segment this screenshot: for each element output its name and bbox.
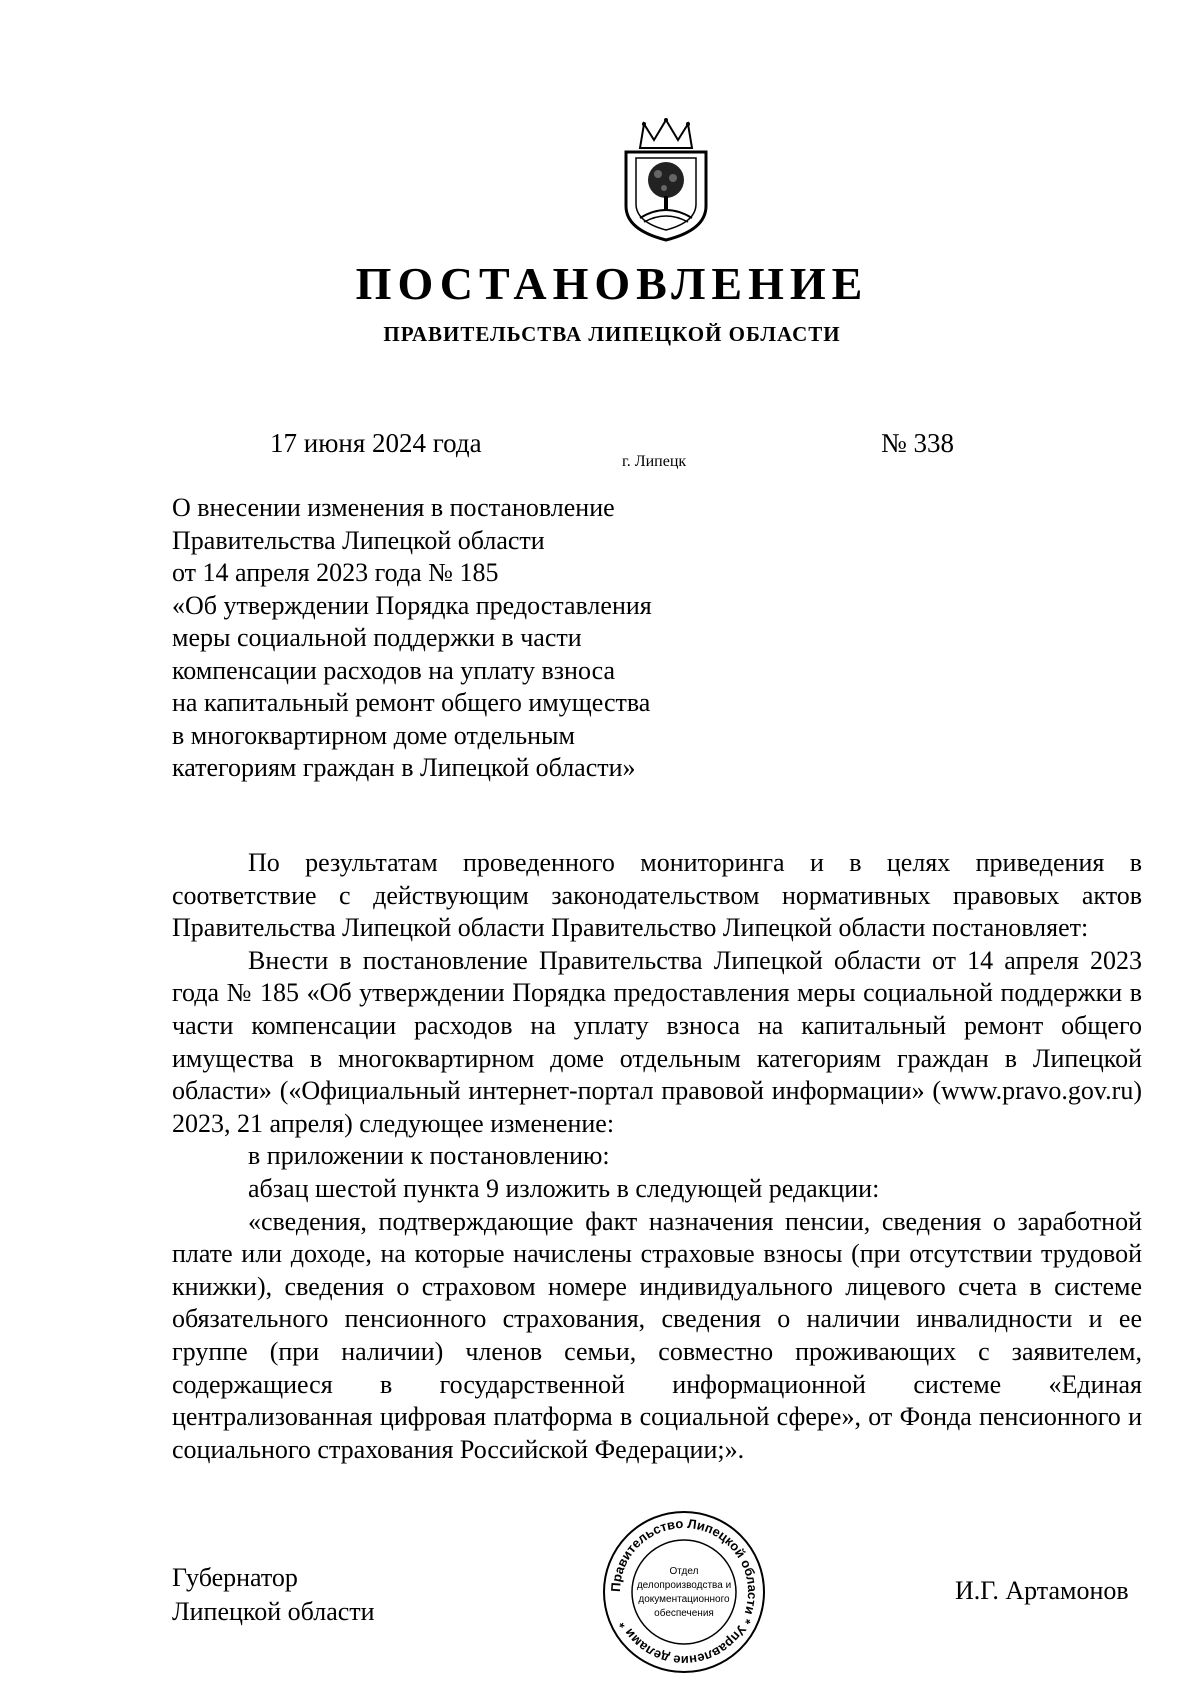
body-paragraph: абзац шестой пункта 9 изложить в следующей редакции: xyxy=(248,1173,880,1203)
official-stamp xyxy=(600,1508,768,1676)
subject-line: от 14 апреля 2023 года № 185 xyxy=(172,558,499,587)
document-city: г. Липецк xyxy=(622,453,687,470)
stamp-center-line: делопроизводства и xyxy=(636,1580,732,1591)
subject-line: О внесении изменения в постановление xyxy=(172,493,615,522)
signatory-position xyxy=(172,1561,375,1629)
subject-line: в многоквартирном доме отдельным xyxy=(172,720,575,750)
svg-text:Правительство Липецкой области xyxy=(608,1516,760,1668)
body-paragraph: «сведения, подтверждающие факт назначения пенсии, сведения о заработной плате или доходе, на которые начислены страховые взносы (при отсутствии трудовой книжки), сведения о страховом номере индивидуального лицевого счета в системе обязательного пенсионного страхования, сведения о наличии инвалидности и ее группе (при наличии) членов семьи, совместно проживающих с заявителем, содержащиеся в государственной информационной системе «Единая централизованная цифровая платформа в социальной сфере», от Фонда пенсионного и социального страхования Российской Федерации;». xyxy=(172,1206,1142,1464)
subject-line: меры социальной поддержки в части xyxy=(172,623,582,652)
document-subtitle: ПРАВИТЕЛЬСТВА ЛИПЕЦКОЙ ОБЛАСТИ xyxy=(383,322,841,346)
body-paragraph: Внести в постановление Правительства Липецкой области от 14 апреля 2023 года № 185 «Об утверждении Порядка предоставления меры социальной поддержки в части компенсации расходов на уплату взноса на капитальный ремонт общего имущества в многоквартирном доме отдельным категориям граждан в Липецкой области» («Официальный интернет-портал правовой информации» (www.pravo.gov.ru) 2023, 21 апреля) следующее изменение: xyxy=(172,945,1142,1138)
signatory-position-line: Губернатор xyxy=(172,1563,298,1592)
coat-of-arms-emblem xyxy=(618,118,714,242)
stamp-ring-text: Правительство Липецкой области * Управление делами * xyxy=(607,1515,761,1669)
document-body xyxy=(172,847,1142,1466)
subject-line: компенсации расходов на уплату взноса xyxy=(172,655,616,685)
subject-line: на капитальный ремонт общего имущества xyxy=(172,688,651,717)
stamp-center-line: Отдел xyxy=(669,1566,699,1577)
stamp-center-line: обеспечения xyxy=(654,1608,714,1619)
document-title: ПОСТАНОВЛЕНИЕ xyxy=(355,258,869,309)
signatory-name: И.Г. Артамонов xyxy=(955,1576,1129,1605)
body-paragraph: По результатам проведенного мониторинга и в целях приведения в соответствие с действующим законодательством нормативных правовых актов Правительства Липецкой области Правительство Липецкой области постановляет: xyxy=(172,848,1142,943)
body-paragraph: в приложении к постановлению: xyxy=(248,1141,610,1171)
document-number: № 338 xyxy=(881,428,955,458)
document-subject xyxy=(172,492,652,785)
signatory-position-line: Липецкой области xyxy=(172,1597,375,1626)
stamp-center-line: документационного xyxy=(638,1594,730,1605)
document-date: 17 июня 2024 года xyxy=(270,428,482,458)
subject-line: Правительства Липецкой области xyxy=(172,525,545,555)
subject-line: «Об утверждении Порядка предоставления xyxy=(172,590,652,620)
subject-line: категориям граждан в Липецкой области» xyxy=(172,753,636,782)
